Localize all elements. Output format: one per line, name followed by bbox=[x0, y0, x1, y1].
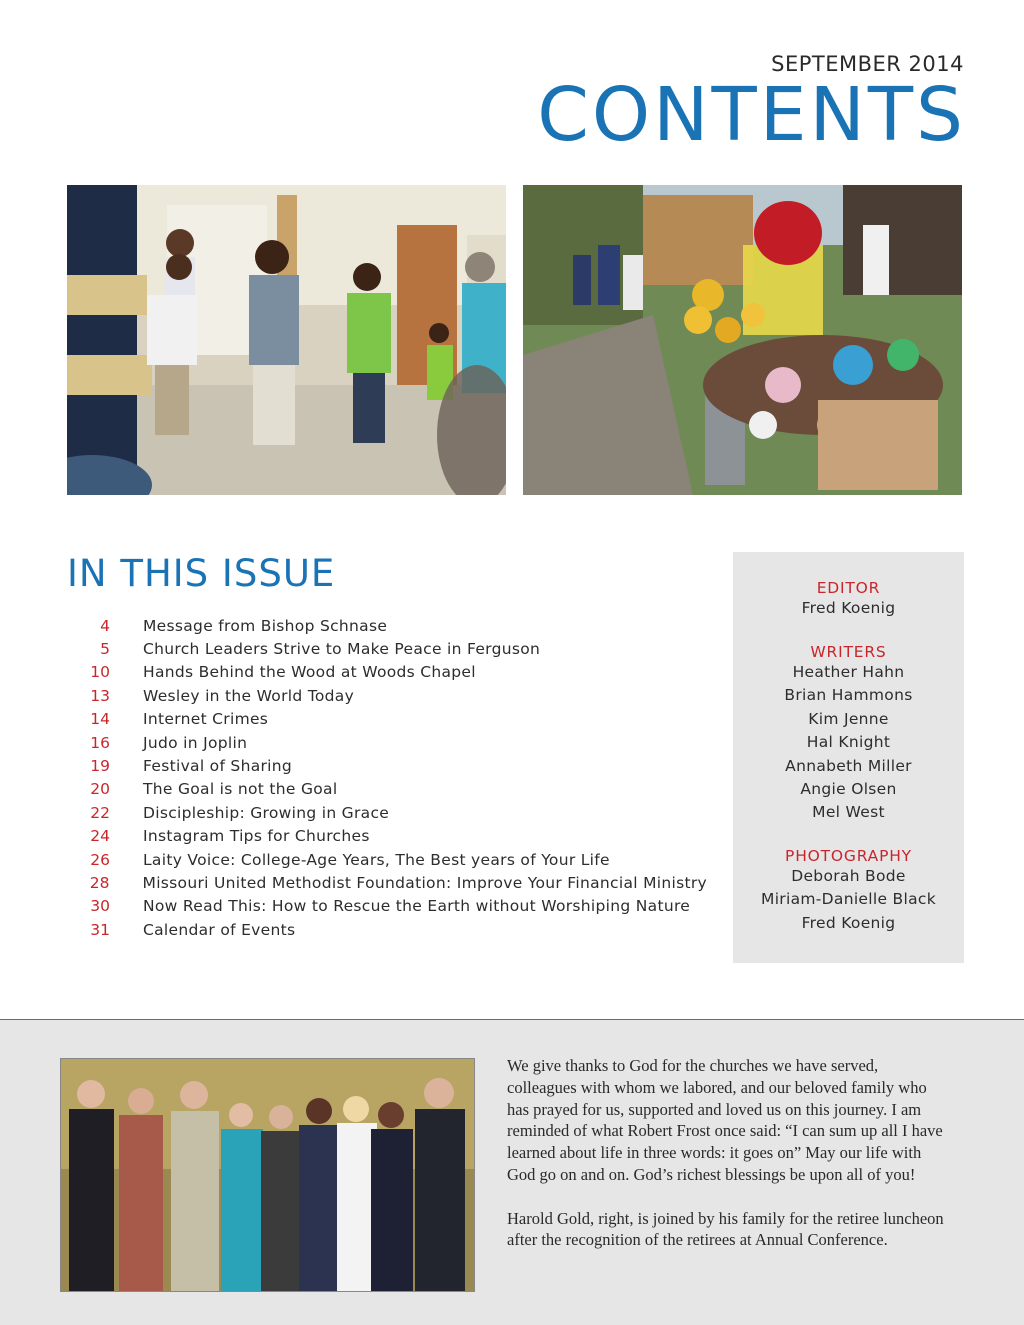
staff-name: Angie Olsen bbox=[800, 779, 897, 798]
toc-article-title: Laity Voice: College-Age Years, The Best years of Your Life bbox=[143, 850, 610, 869]
toc-page-number: 10 bbox=[90, 663, 110, 682]
toc-page-number: 20 bbox=[90, 780, 110, 799]
staff-name: Fred Koenig bbox=[801, 913, 896, 932]
retiree-caption bbox=[507, 1055, 947, 1251]
photo-family-group bbox=[60, 1058, 475, 1292]
toc-page-number: 26 bbox=[90, 850, 110, 869]
toc-page-number: 24 bbox=[90, 827, 110, 846]
photo-memorial bbox=[523, 185, 962, 495]
toc-item[interactable] bbox=[67, 801, 707, 824]
staff-name: Heather Hahn bbox=[792, 663, 905, 681]
toc-item[interactable] bbox=[67, 731, 707, 754]
toc-article-title: Internet Crimes bbox=[143, 710, 269, 729]
toc-page-number: 14 bbox=[90, 710, 110, 729]
staff-name: Annabeth Miller bbox=[785, 756, 912, 775]
toc-article-title: Discipleship: Growing in Grace bbox=[143, 803, 390, 822]
staff-name: Mel West bbox=[812, 803, 885, 822]
staff-box bbox=[733, 552, 964, 963]
toc-page-number: 31 bbox=[90, 920, 110, 939]
staff-name: Deborah Bode bbox=[791, 867, 906, 885]
toc-article-title: Calendar of Events bbox=[143, 920, 296, 939]
toc-item[interactable] bbox=[67, 684, 707, 707]
editor-label: EDITOR bbox=[816, 579, 881, 597]
toc-article-title: The Goal is not the Goal bbox=[143, 780, 338, 799]
toc-item[interactable] bbox=[67, 661, 707, 684]
toc-item[interactable] bbox=[67, 778, 707, 801]
toc-item[interactable] bbox=[67, 918, 707, 941]
table-of-contents bbox=[67, 614, 707, 941]
toc-article-title: Festival of Sharing bbox=[143, 757, 293, 776]
photo-children-hallway bbox=[67, 185, 506, 495]
editor-group bbox=[733, 579, 964, 620]
writers-group bbox=[733, 643, 964, 825]
toc-article-title: Message from Bishop Schnase bbox=[143, 616, 388, 635]
writers-label: WRITERS bbox=[810, 643, 887, 661]
toc-page-number: 28 bbox=[89, 873, 110, 892]
toc-item[interactable] bbox=[67, 614, 707, 637]
toc-page-number: 19 bbox=[90, 757, 110, 776]
toc-item[interactable] bbox=[67, 708, 707, 731]
issue-date: SEPTEMBER 2014 bbox=[771, 52, 964, 76]
toc-article-title: Church Leaders Strive to Make Peace in Ferguson bbox=[143, 640, 541, 659]
toc-item[interactable] bbox=[67, 895, 707, 918]
photography-group bbox=[733, 847, 964, 935]
toc-item[interactable] bbox=[67, 637, 707, 660]
toc-item[interactable] bbox=[67, 871, 707, 894]
toc-article-title: Judo in Joplin bbox=[143, 733, 248, 752]
toc-article-title: Wesley in the World Today bbox=[143, 686, 355, 705]
staff-name: Miriam-Danielle Black bbox=[761, 890, 936, 909]
page-title: CONTENTS bbox=[537, 72, 966, 158]
toc-article-title: Now Read This: How to Rescue the Earth without Worshiping Nature bbox=[143, 897, 691, 916]
toc-item[interactable] bbox=[67, 848, 707, 871]
staff-name: Kim Jenne bbox=[808, 709, 889, 728]
caption-quote: We give thanks to God for the churches we have served, colleagues with whom we labored, and our beloved family who has prayed for us, supported and loved us on this journey. I am reminded of what Robert Frost once said: “I can sum up all I have learned about life in three words: it goes on” May our life with God go on and on. God’s richest blessings be upon all of you! bbox=[507, 1056, 943, 1184]
toc-page-number: 30 bbox=[90, 897, 110, 916]
staff-name: Brian Hammons bbox=[784, 686, 913, 705]
staff-name: Hal Knight bbox=[806, 733, 891, 752]
toc-page-number: 4 bbox=[100, 616, 110, 635]
toc-article-title: Missouri United Methodist Foundation: Improve Your Financial Ministry bbox=[142, 873, 707, 892]
caption-credit: Harold Gold, right, is joined by his family for the retiree luncheon after the recognition of the retirees at Annual Conference. bbox=[507, 1208, 944, 1250]
toc-article-title: Hands Behind the Wood at Woods Chapel bbox=[143, 663, 476, 682]
toc-page-number: 5 bbox=[100, 640, 110, 659]
photography-label: PHOTOGRAPHY bbox=[785, 847, 912, 865]
toc-item[interactable] bbox=[67, 754, 707, 777]
section-heading: IN THIS ISSUE bbox=[67, 552, 336, 595]
toc-item[interactable] bbox=[67, 825, 707, 848]
staff-name: Fred Koenig bbox=[801, 599, 896, 617]
toc-article-title: Instagram Tips for Churches bbox=[143, 827, 370, 846]
toc-page-number: 22 bbox=[90, 803, 110, 822]
toc-page-number: 13 bbox=[90, 686, 110, 705]
toc-page-number: 16 bbox=[90, 733, 110, 752]
